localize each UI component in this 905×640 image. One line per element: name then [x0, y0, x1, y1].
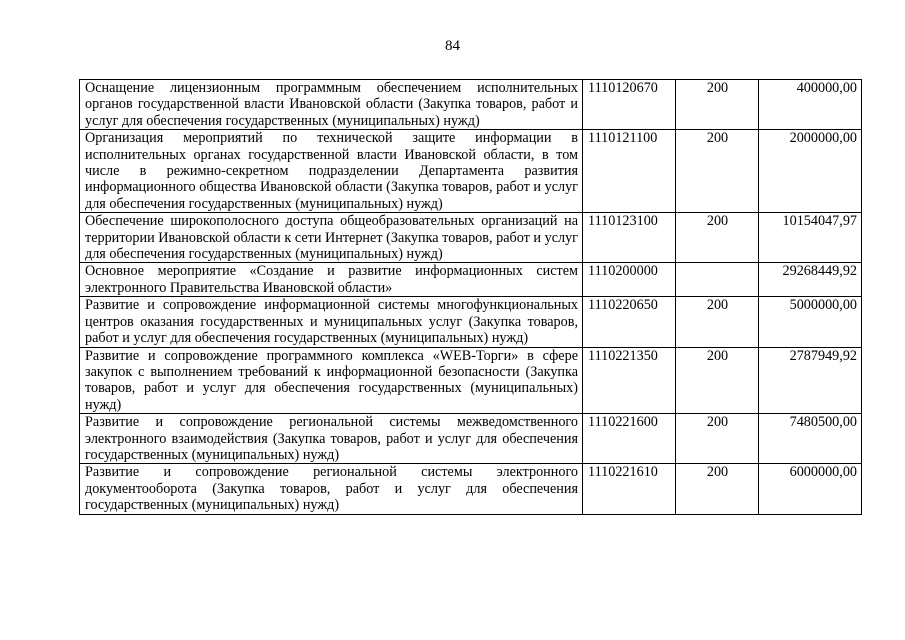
table-row	[80, 263, 862, 297]
row-expense-type: 200	[676, 80, 759, 130]
row-code: 1110220650	[583, 297, 676, 347]
row-description: Основное мероприятие «Создание и развитие информационных систем электронного Правительства Ивановской области»	[80, 263, 583, 297]
table-row	[80, 414, 862, 464]
row-amount: 6000000,00	[759, 464, 862, 514]
row-amount: 29268449,92	[759, 263, 862, 297]
row-expense-type: 200	[676, 213, 759, 263]
row-amount: 5000000,00	[759, 297, 862, 347]
row-code: 1110221610	[583, 464, 676, 514]
row-amount: 10154047,97	[759, 213, 862, 263]
page-number: 84	[445, 38, 460, 54]
table-row	[80, 80, 862, 130]
row-description: Оснащение лицензионным программным обеспечением исполнительных органов государственной власти Ивановской области (Закупка товаров, работ и услуг для обеспечения государственных (муниципальных) нужд)	[80, 80, 583, 130]
row-expense-type: 200	[676, 297, 759, 347]
row-expense-type: 200	[676, 130, 759, 213]
row-description: Развитие и сопровождение программного комплекса «WEB-Торги» в сфере закупок с выполнением требований к информационной безопасности (Закупка товаров, работ и услуг для обеспечения государственных (муниципальных) нужд)	[80, 347, 583, 414]
table-row	[80, 464, 862, 514]
row-expense-type	[676, 263, 759, 297]
row-description: Организация мероприятий по технической защите информации в исполнительных органах государственной власти Ивановской области, в том числе в режимно-секретном подразделении Департамента развития информационного общества Ивановской области (Закупка товаров, работ и услуг для обеспечения государственных (муниципальных) нужд)	[80, 130, 583, 213]
row-description: Обеспечение широкополосного доступа общеобразовательных организаций на территории Ивановской области к сети Интернет (Закупка товаров, работ и услуг для обеспечения государственных (муниципальных) нужд)	[80, 213, 583, 263]
row-expense-type: 200	[676, 414, 759, 464]
row-amount: 2787949,92	[759, 347, 862, 414]
row-code: 1110200000	[583, 263, 676, 297]
row-description: Развитие и сопровождение региональной системы электронного документооборота (Закупка товаров, работ и услуг для обеспечения государственных (муниципальных) нужд)	[80, 464, 583, 514]
row-amount: 7480500,00	[759, 414, 862, 464]
row-code: 1110121100	[583, 130, 676, 213]
row-expense-type: 200	[676, 464, 759, 514]
row-expense-type: 200	[676, 347, 759, 414]
table-row	[80, 213, 862, 263]
row-code: 1110221350	[583, 347, 676, 414]
row-code: 1110123100	[583, 213, 676, 263]
table-row	[80, 347, 862, 414]
table-row	[80, 297, 862, 347]
row-amount: 400000,00	[759, 80, 862, 130]
row-amount: 2000000,00	[759, 130, 862, 213]
row-description: Развитие и сопровождение информационной системы многофункциональных центров оказания государственных и муниципальных услуг (Закупка товаров, работ и услуг для обеспечения государственных (муниципальных) нужд)	[80, 297, 583, 347]
budget-table	[79, 79, 862, 515]
row-code: 1110120670	[583, 80, 676, 130]
table-row	[80, 130, 862, 213]
row-description: Развитие и сопровождение региональной системы межведомственного электронного взаимодействия (Закупка товаров, работ и услуг для обеспечения государственных (муниципальных) нужд)	[80, 414, 583, 464]
row-code: 1110221600	[583, 414, 676, 464]
